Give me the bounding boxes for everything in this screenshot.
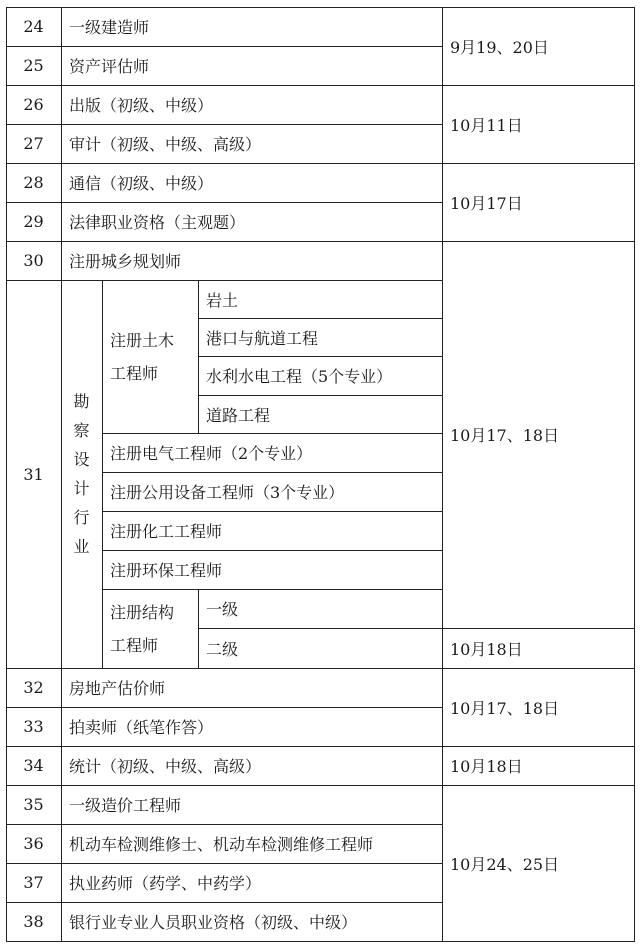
row-number: 30 [23, 251, 44, 270]
table-border [6, 241, 635, 242]
utilities-engineer: 注册公用设备工程师（3个专业） [110, 483, 345, 502]
row-divider [102, 550, 442, 551]
row-number: 25 [23, 56, 44, 75]
civil-subspecialty: 港口与航道工程 [206, 328, 319, 348]
row-divider [102, 433, 442, 434]
table-border [6, 941, 635, 942]
structural-level: 二级 [206, 639, 239, 659]
row-divider [198, 356, 442, 357]
row-number: 36 [23, 834, 44, 853]
label-line: 工程师 [110, 363, 159, 383]
category-char: 察 [73, 421, 90, 440]
row-number: 34 [23, 756, 44, 775]
category-char: 业 [73, 537, 90, 556]
row-divider [6, 46, 442, 47]
row-number: 32 [23, 678, 44, 697]
exam-date: 10月24、25日 [450, 854, 560, 874]
row-divider [198, 318, 442, 319]
exam-date: 10月11日 [450, 115, 523, 135]
row-divider [198, 395, 442, 396]
exam-date: 10月17、18日 [450, 698, 560, 718]
exam-name: 房地产估价师 [69, 679, 166, 698]
table-border [6, 785, 635, 786]
row-divider [6, 280, 442, 281]
exam-name: 一级建造师 [69, 18, 150, 37]
exam-name: 一级造价工程师 [69, 796, 182, 815]
row-divider [198, 628, 635, 629]
environmental-engineer: 注册环保工程师 [110, 561, 223, 580]
row-number: 35 [23, 795, 44, 814]
category-char: 行 [73, 508, 90, 527]
row-number: 28 [23, 173, 44, 192]
row-number: 29 [23, 212, 44, 231]
column-divider [102, 280, 103, 668]
category-char: 勘 [73, 392, 90, 411]
row-number: 24 [23, 17, 44, 36]
table-border [6, 746, 635, 747]
civil-subspecialty: 岩土 [206, 290, 239, 310]
exam-name: 统计（初级、中级、高级） [69, 757, 262, 776]
row-divider [6, 902, 442, 903]
exam-date: 10月18日 [450, 639, 523, 659]
civil-subspecialty: 道路工程 [206, 405, 271, 425]
row-number: 26 [23, 95, 44, 114]
label-line: 注册结构 [110, 602, 175, 622]
exam-name: 通信（初级、中级） [69, 174, 214, 193]
table-border [6, 85, 635, 86]
column-divider [198, 280, 199, 433]
exam-name: 法律职业资格（主观题） [69, 213, 246, 232]
structural-level: 一级 [206, 600, 239, 619]
label-line: 工程师 [110, 635, 159, 655]
row-number: 38 [23, 912, 44, 931]
table-border [6, 668, 635, 669]
exam-date: 10月17日 [450, 193, 523, 213]
exam-name: 审计（初级、中级、高级） [69, 135, 262, 154]
column-divider [442, 7, 443, 942]
table-border [6, 163, 635, 164]
row-number: 27 [23, 134, 44, 153]
row-divider [102, 589, 442, 590]
row-divider [6, 202, 442, 203]
row-number: 37 [23, 873, 44, 892]
exam-name: 出版（初级、中级） [69, 96, 214, 115]
table-border [6, 7, 635, 8]
row-number: 31 [23, 464, 44, 484]
exam-name: 银行业专业人员职业资格（初级、中级） [69, 913, 358, 932]
table-border [634, 7, 635, 942]
column-divider [198, 589, 199, 668]
row-divider [6, 824, 442, 825]
electrical-engineer: 注册电气工程师（2个专业） [110, 444, 313, 463]
survey-design-category [61, 280, 102, 668]
row-number: 33 [23, 717, 44, 736]
label-line: 注册土木 [110, 330, 175, 350]
category-char: 计 [73, 479, 90, 498]
exam-date: 10月17、18日 [450, 426, 560, 445]
row-divider [6, 707, 442, 708]
exam-name: 资产评估师 [69, 57, 150, 76]
exam-name: 执业药师（药学、中药学） [69, 874, 262, 893]
exam-date: 10月18日 [450, 757, 523, 776]
table-border [6, 7, 7, 942]
row-divider [6, 124, 442, 125]
chemical-engineer: 注册化工工程师 [110, 522, 223, 541]
exam-name: 机动车检测维修士、机动车检测维修工程师 [69, 835, 374, 854]
exam-name: 注册城乡规划师 [69, 252, 182, 271]
exam-name: 拍卖师（纸笔作答） [69, 718, 214, 737]
category-char: 设 [73, 450, 90, 469]
row-divider [6, 863, 442, 864]
exam-date: 9月19、20日 [450, 37, 549, 57]
civil-engineer-label [102, 280, 198, 433]
civil-subspecialty: 水利水电工程（5个专业） [206, 367, 393, 386]
column-divider [61, 7, 62, 942]
row-divider [102, 511, 442, 512]
structural-engineer-label [102, 589, 198, 668]
row-divider [102, 472, 442, 473]
